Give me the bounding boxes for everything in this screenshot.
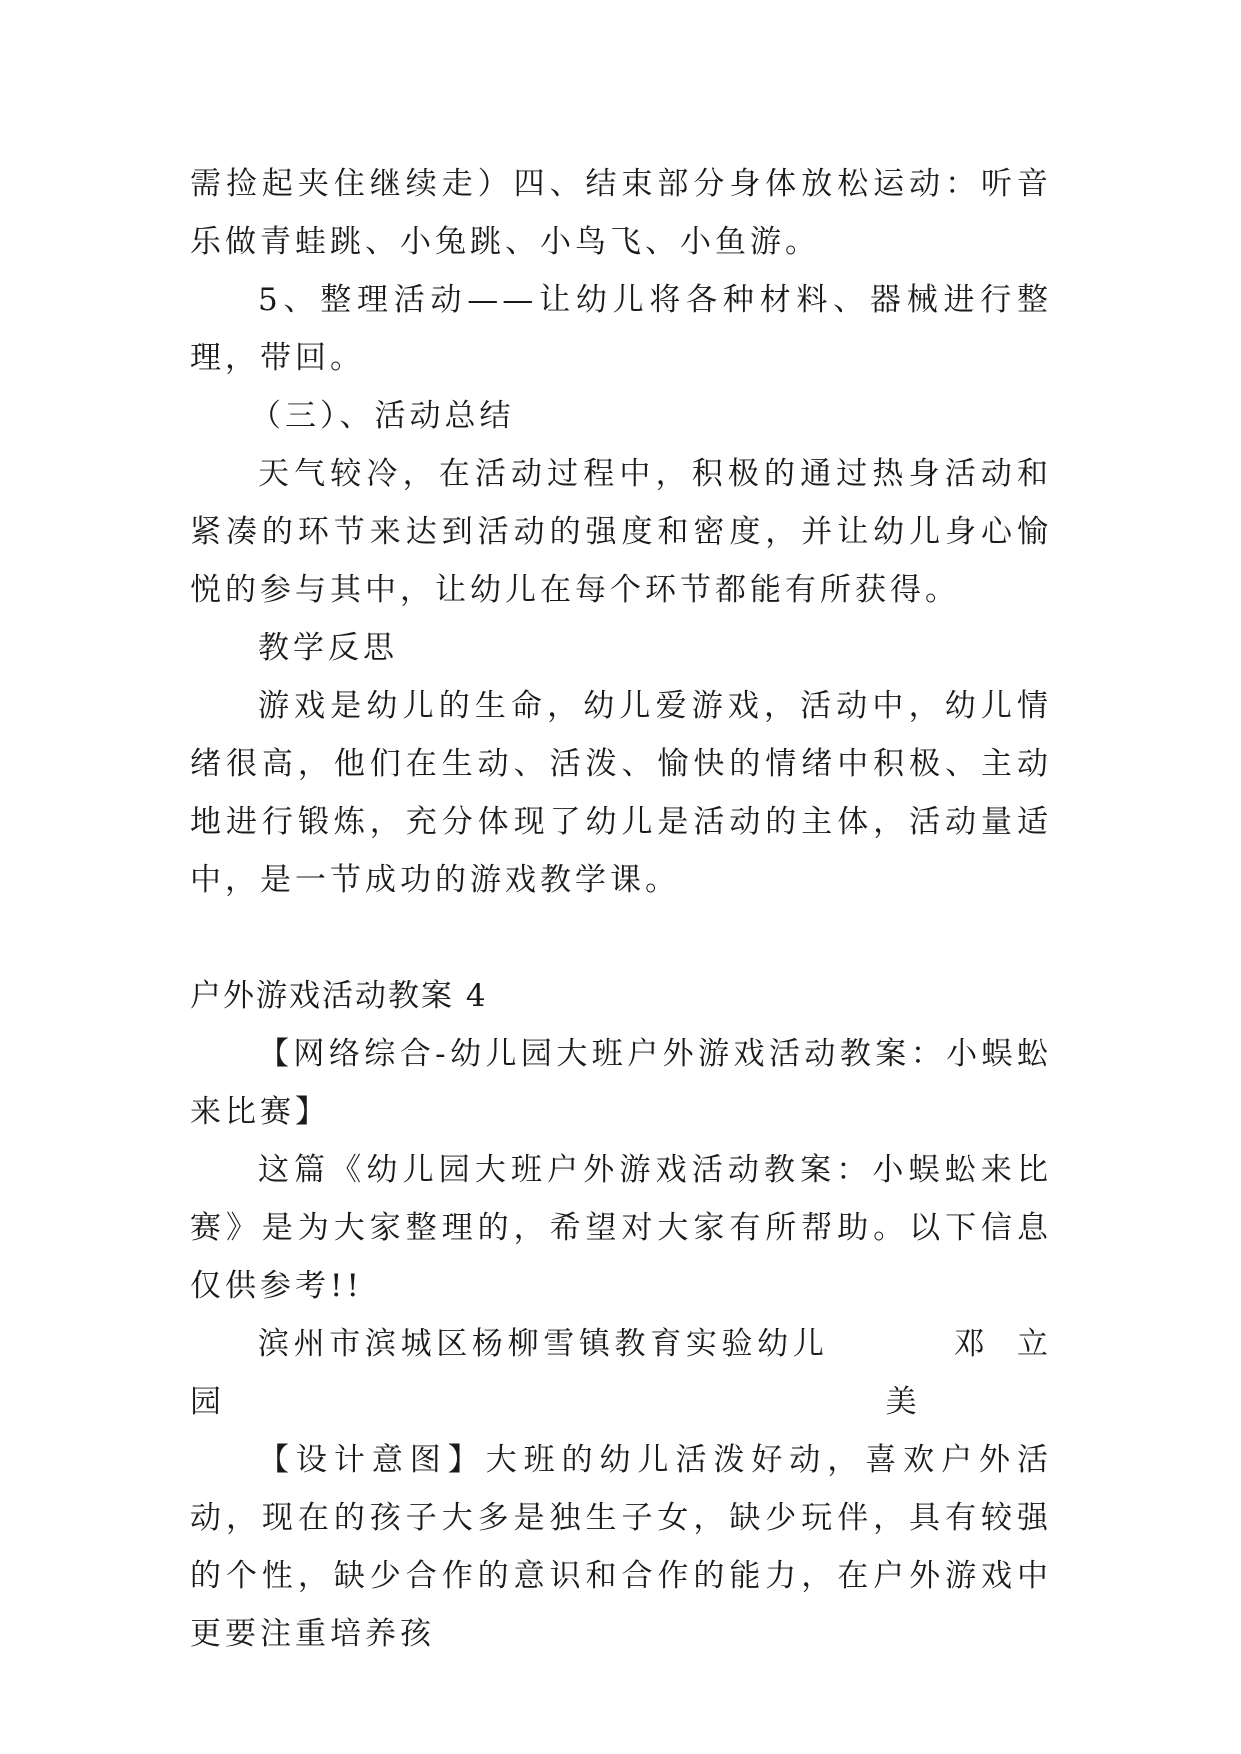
author-line — [190, 1315, 1052, 1431]
paragraph-summary: 天气较冷，在活动过程中，积极的通过热身活动和紧凑的环节来达到活动的强度和密度，并让幼儿身心愉悦的参与其中，让幼儿在每个环节都能有所获得。 — [190, 456, 1052, 608]
paragraph-reflection: 游戏是幼儿的生命，幼儿爱游戏，活动中，幼儿情绪很高，他们在生动、活泼、愉快的情绪中积极、主动地进行锻炼，充分体现了幼儿是活动的主体，活动量适中，是一节成功的游戏教学课。 — [190, 688, 1052, 898]
paragraph-design-intent: 【设计意图】大班的幼儿活泼好动，喜欢户外活动，现在的孩子大多是独生子女，缺少玩伴，具有较强的个性，缺少合作的意识和合作的能力，在户外游戏中更要注重培养孩 — [190, 1442, 1052, 1652]
author-name: 邓立美 — [885, 1326, 1052, 1420]
author-school: 滨州市滨城区杨柳雪镇教育实验幼儿园 — [190, 1326, 828, 1420]
paragraph-end-activity: 需捡起夹住继续走）四、结束部分身体放松运动：听音乐做青蛙跳、小兔跳、小鸟飞、小鱼游。 — [190, 166, 1052, 260]
section-gap — [190, 909, 1052, 967]
paragraph-intro: 这篇《幼儿园大班户外游戏活动教案：小蜈蚣来比赛》是为大家整理的，希望对大家有所帮助。以下信息仅供参考!! — [190, 1152, 1052, 1304]
heading-teaching-reflection: 教学反思 — [258, 630, 398, 666]
heading-activity-summary: （三）、活动总结 — [250, 398, 515, 434]
paragraph-tidy-up: 5、整理活动——让幼儿将各种材料、器械进行整理，带回。 — [190, 282, 1052, 376]
section-title: 户外游戏活动教案 4 — [190, 978, 488, 1014]
document-body — [190, 155, 1052, 1663]
paragraph-article-title: 【网络综合-幼儿园大班户外游戏活动教案：小蜈蚣来比赛】 — [190, 1036, 1052, 1130]
